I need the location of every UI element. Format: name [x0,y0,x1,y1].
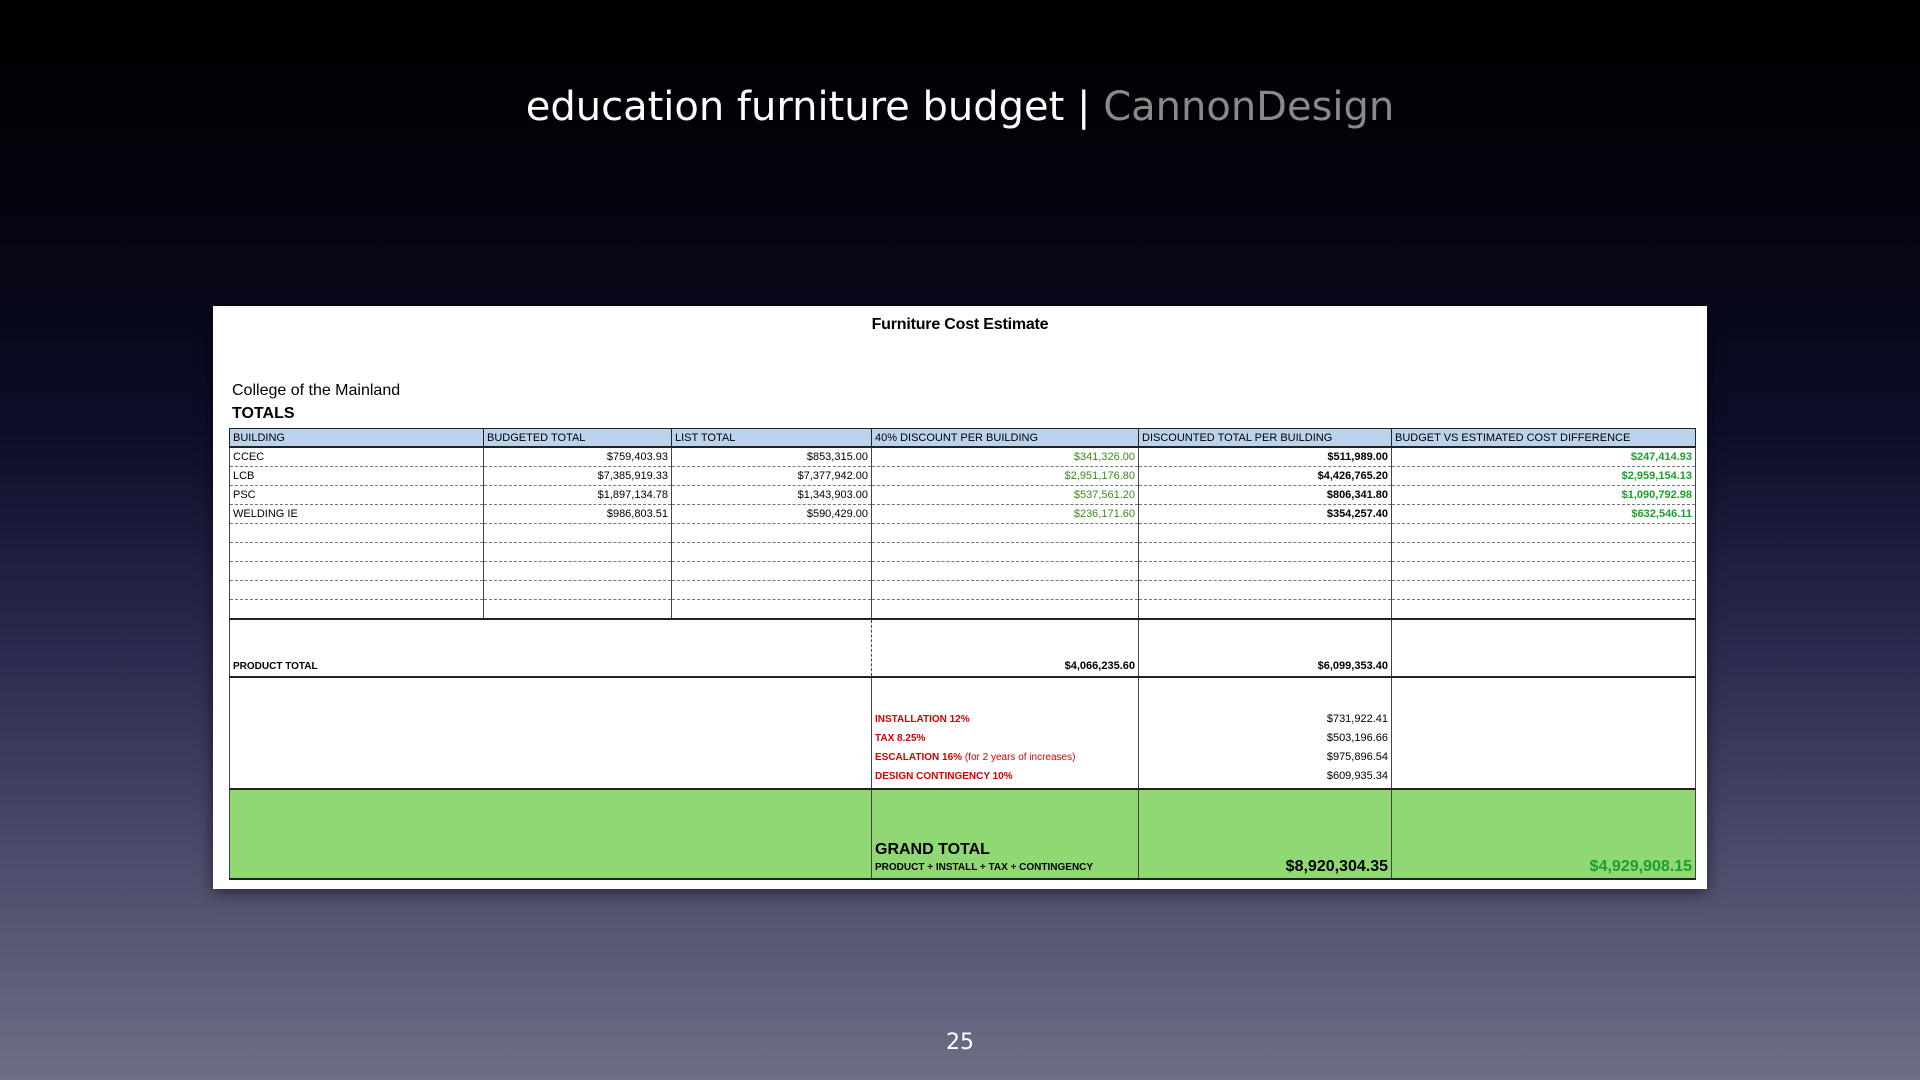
adder-value: $503,196.66 [1326,732,1388,744]
budgeted-cell: $759,403.93 [484,447,672,467]
product-total-discount: $4,066,235.60 [872,619,1139,677]
difference-cell: $2,959,154.13 [1392,467,1696,486]
empty-row [230,524,1696,543]
empty-row [230,543,1696,562]
budgeted-cell: $7,385,919.33 [484,467,672,486]
organization-name: College of the Mainland [232,382,401,399]
building-cell: LCB [230,467,484,486]
sheet-title: Furniture Cost Estimate [871,316,1049,333]
product-total-row [230,619,1696,677]
list-cell: $7,377,942.00 [672,467,872,486]
building-cell: WELDING IE [230,505,484,524]
list-cell: $853,315.00 [672,447,872,467]
building-cell: CCEC [230,447,484,467]
difference-cell: $632,546.11 [1392,505,1696,524]
discount-cell: $2,951,176.80 [872,467,1139,486]
slide-title-main: education furniture budget | [525,84,1091,130]
product-total-discounted: $6,099,353.40 [1139,619,1392,677]
column-header: BUDGETED TOTAL [484,429,672,448]
discount-cell: $341,326.00 [872,447,1139,467]
empty-row [230,600,1696,620]
list-cell: $590,429.00 [672,505,872,524]
empty-row [230,562,1696,581]
discounted-total-cell: $4,426,765.20 [1139,467,1392,486]
adder-label: INSTALLATION 12% [875,714,970,725]
column-header: 40% DISCOUNT PER BUILDING [872,429,1139,448]
adder-label: DESIGN CONTINGENCY 10% [875,771,1013,782]
difference-cell: $1,090,792.98 [1392,486,1696,505]
building-cell: PSC [230,486,484,505]
cost-estimate-table [229,428,1696,880]
spreadsheet-image [213,306,1707,889]
table-header-row [230,429,1696,448]
discount-cell: $236,171.60 [872,505,1139,524]
difference-cell: $247,414.93 [1392,447,1696,467]
discount-cell: $537,561.20 [872,486,1139,505]
adder-values [1139,677,1392,789]
slide-title [0,84,1920,130]
grand-total-difference: $4,929,908.15 [1392,789,1696,879]
column-header: BUDGET VS ESTIMATED COST DIFFERENCE [1392,429,1696,448]
adders-row [230,677,1696,789]
table-row [230,467,1696,486]
column-header: DISCOUNTED TOTAL PER BUILDING [1139,429,1392,448]
table-row [230,447,1696,467]
grand-total-labels [872,789,1139,879]
table-row [230,505,1696,524]
grand-total-sublabel: PRODUCT + INSTALL + TAX + CONTINGENCY [875,862,1094,873]
discounted-total-cell: $511,989.00 [1139,447,1392,467]
adder-label: TAX 8.25% [875,733,926,744]
list-cell: $1,343,903.00 [672,486,872,505]
discounted-total-cell: $806,341.80 [1139,486,1392,505]
column-header: LIST TOTAL [672,429,872,448]
empty-row [230,581,1696,600]
section-label: TOTALS [232,405,295,422]
grand-total-row [230,789,1696,879]
table-row [230,486,1696,505]
budgeted-cell: $1,897,134.78 [484,486,672,505]
grand-total-amount: $8,920,304.35 [1139,789,1392,879]
adder-label: ESCALATION 16% (for 2 years of increases) [875,752,1076,763]
adder-value: $975,896.54 [1326,751,1388,763]
column-header: BUILDING [230,429,484,448]
adder-labels [872,677,1139,789]
slide-title-brand: CannonDesign [1103,84,1395,130]
page-number: 25 [946,1030,974,1055]
adder-value: $731,922.41 [1326,713,1388,725]
grand-total-label: GRAND TOTAL [875,841,990,858]
budgeted-cell: $986,803.51 [484,505,672,524]
adder-value: $609,935.34 [1326,770,1388,782]
discounted-total-cell: $354,257.40 [1139,505,1392,524]
product-total-label: PRODUCT TOTAL [230,619,484,677]
